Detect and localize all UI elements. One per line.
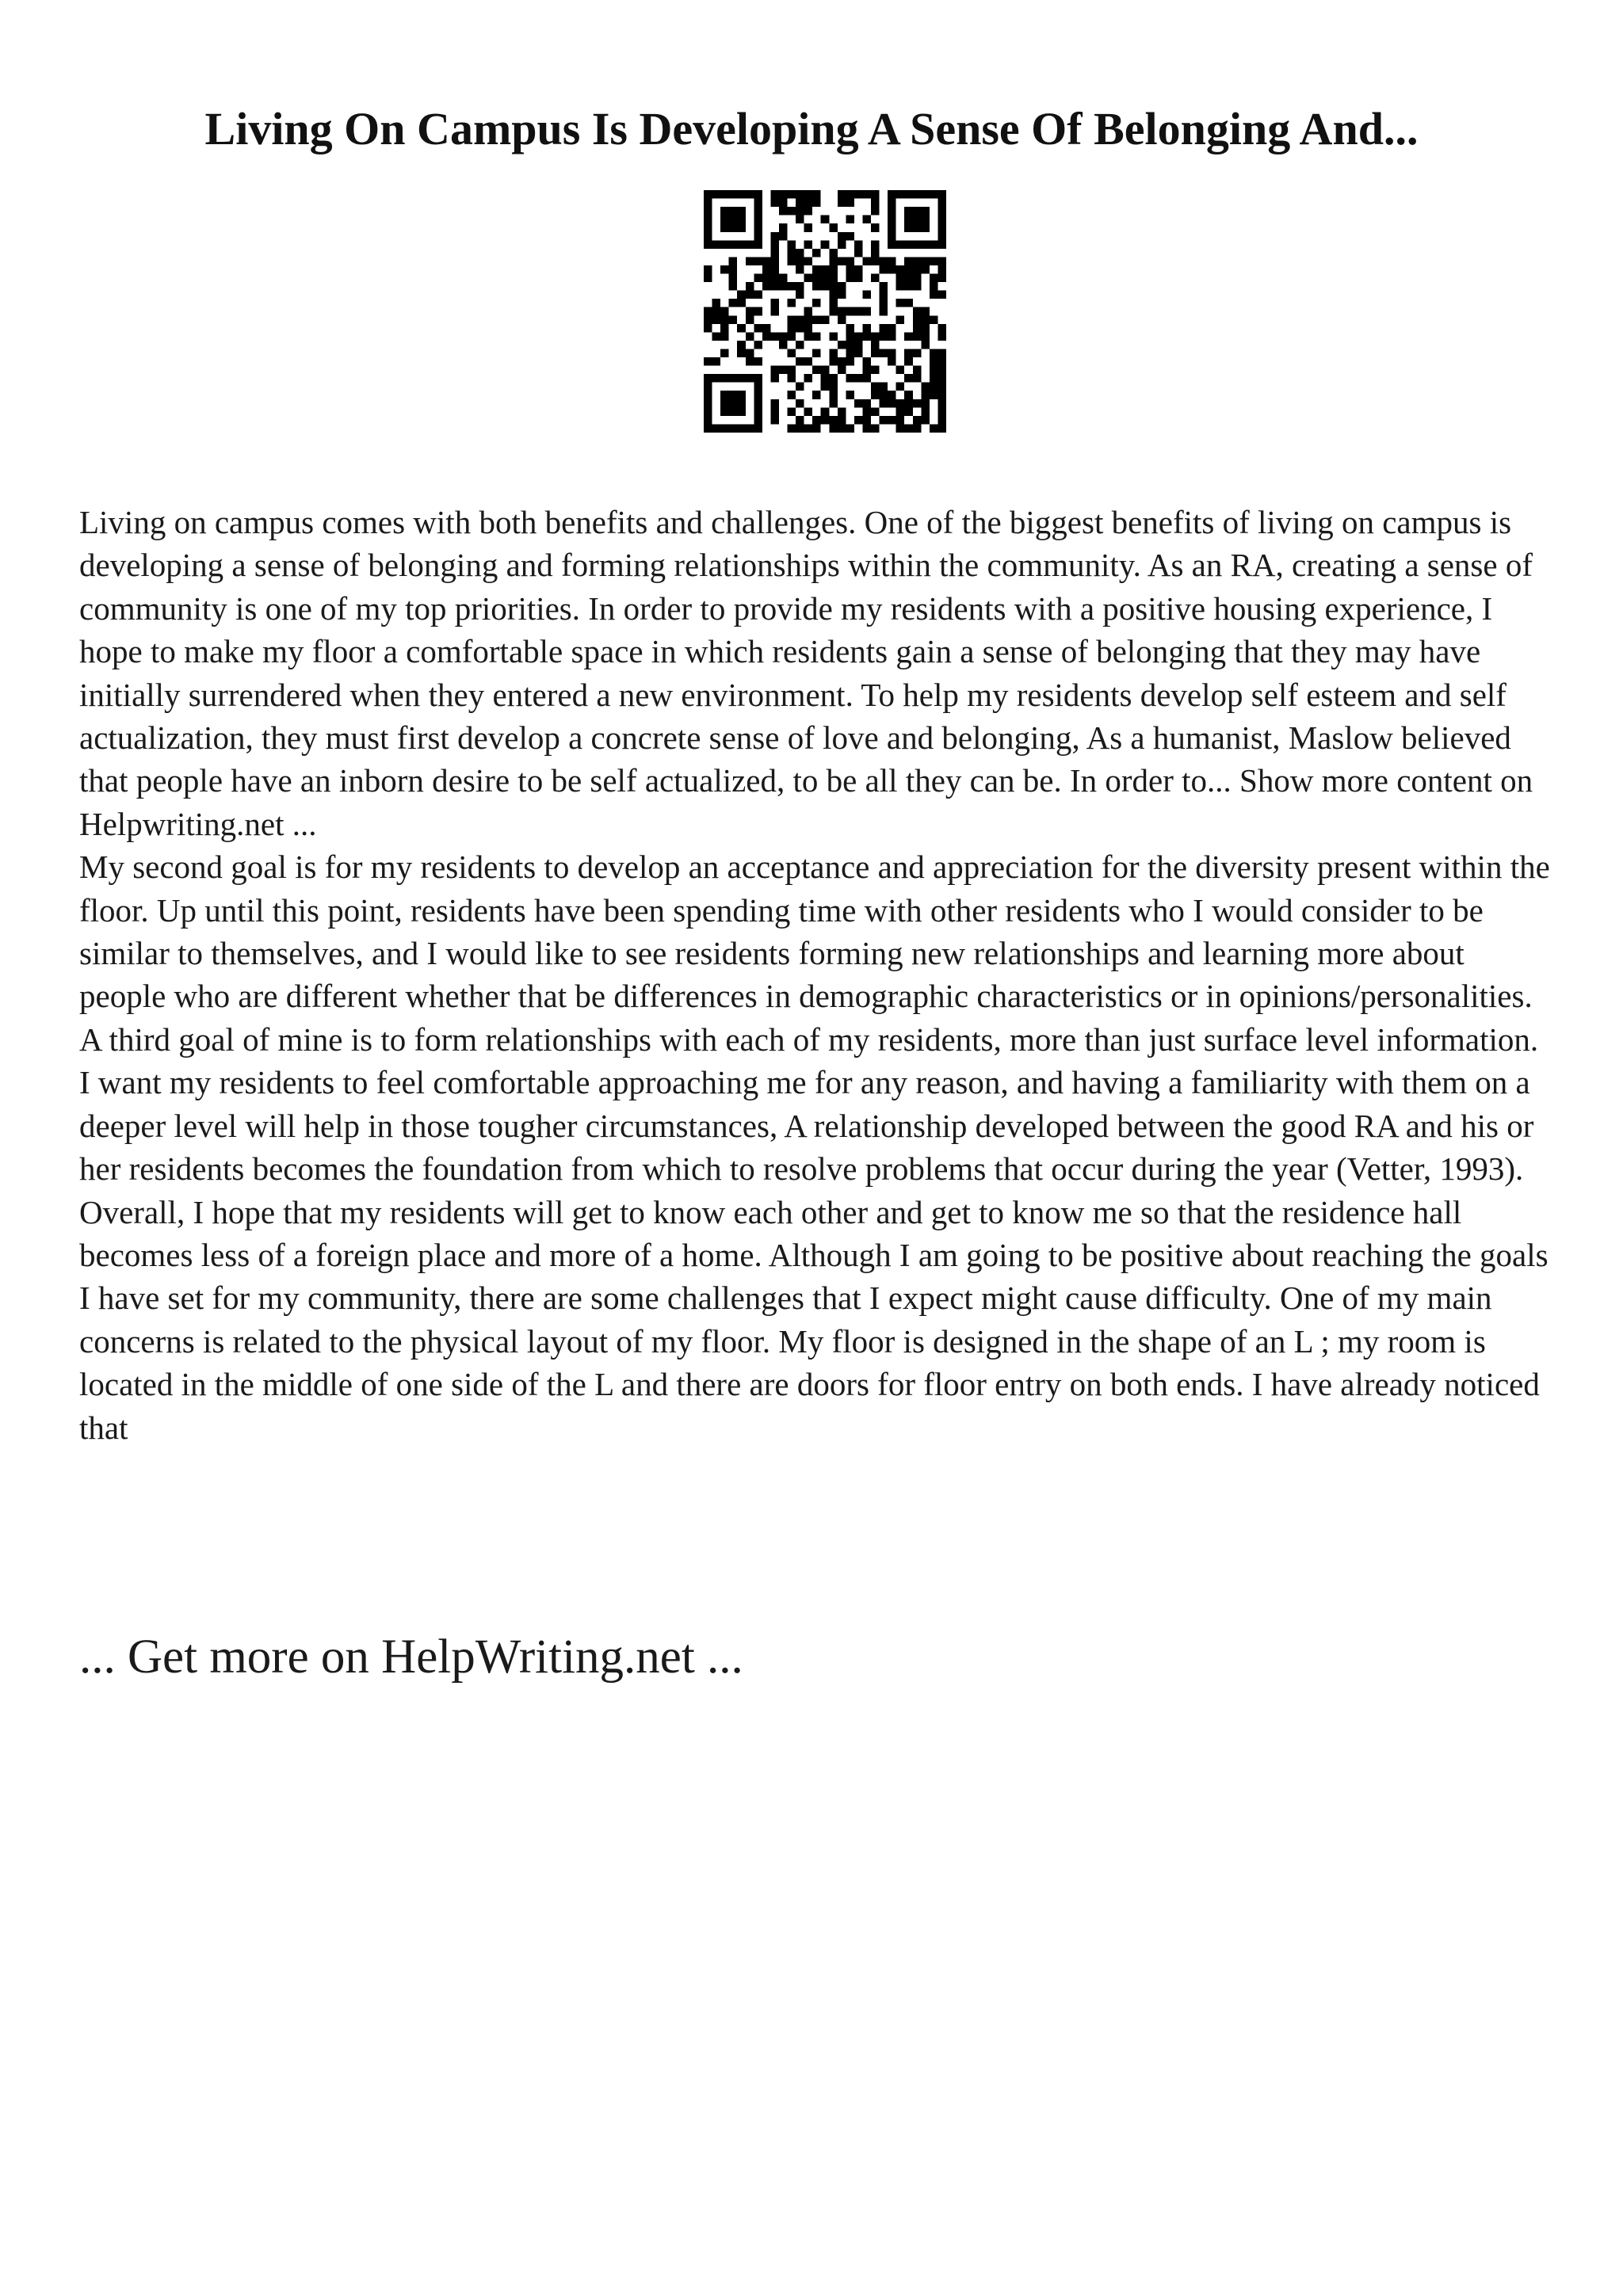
article-body — [79, 501, 1553, 1449]
qr-code — [704, 190, 946, 433]
article-paragraph: My second goal is for my residents to develop an acceptance and appreciation for the diversity present within the floor. Up until this point, residents have been spending time with other residents who I would consider to be similar to themselves, and I would like to see residents forming new relationships and learning more about people who are different whether that be differences in demographic characteristics or in opinions/personalities. A third goal of mine is to form relationships with each of my residents, more than just surface level information. I want my residents to feel comfortable approaching me for any reason, and having a familiarity with them on a deeper level will help in those tougher circumstances, A relationship developed between the good RA and his or her residents becomes the foundation from which to resolve problems that occur during the year (Vetter, 1993). Overall, I hope that my residents will get to know each other and get to know me so that the residence hall becomes less of a foreign place and more of a home. Although I am going to be positive about reaching the goals I have set for my community, there are some challenges that I expect might cause difficulty. One of my main concerns is related to the physical layout of my floor. My floor is designed in the shape of an L ; my room is located in the middle of one side of the L and there are doors for floor entry on both ends. I have already noticed that — [79, 849, 1550, 1446]
page-title: Living On Campus Is Developing A Sense Of Belonging And... — [204, 103, 1419, 154]
article-paragraph: Living on campus comes with both benefits and challenges. One of the biggest benefits of living on campus is developing a sense of belonging and forming relationships within the community. As an RA, creating a sense of community is one of my top priorities. In order to provide my residents with a positive housing experience, I hope to make my floor a comfortable space in which residents gain a sense of belonging that they may have initially surrendered when they entered a new environment. To help my residents develop self esteem and self actualization, they must first develop a concrete sense of love and belonging, As a humanist, Maslow believed that people have an inborn desire to be self actualized, to be all they can be. In order to... Show more content on Helpwriting.net ... — [79, 504, 1533, 842]
get-more-link[interactable]: ... Get more on HelpWriting.net ... — [79, 1630, 743, 1684]
